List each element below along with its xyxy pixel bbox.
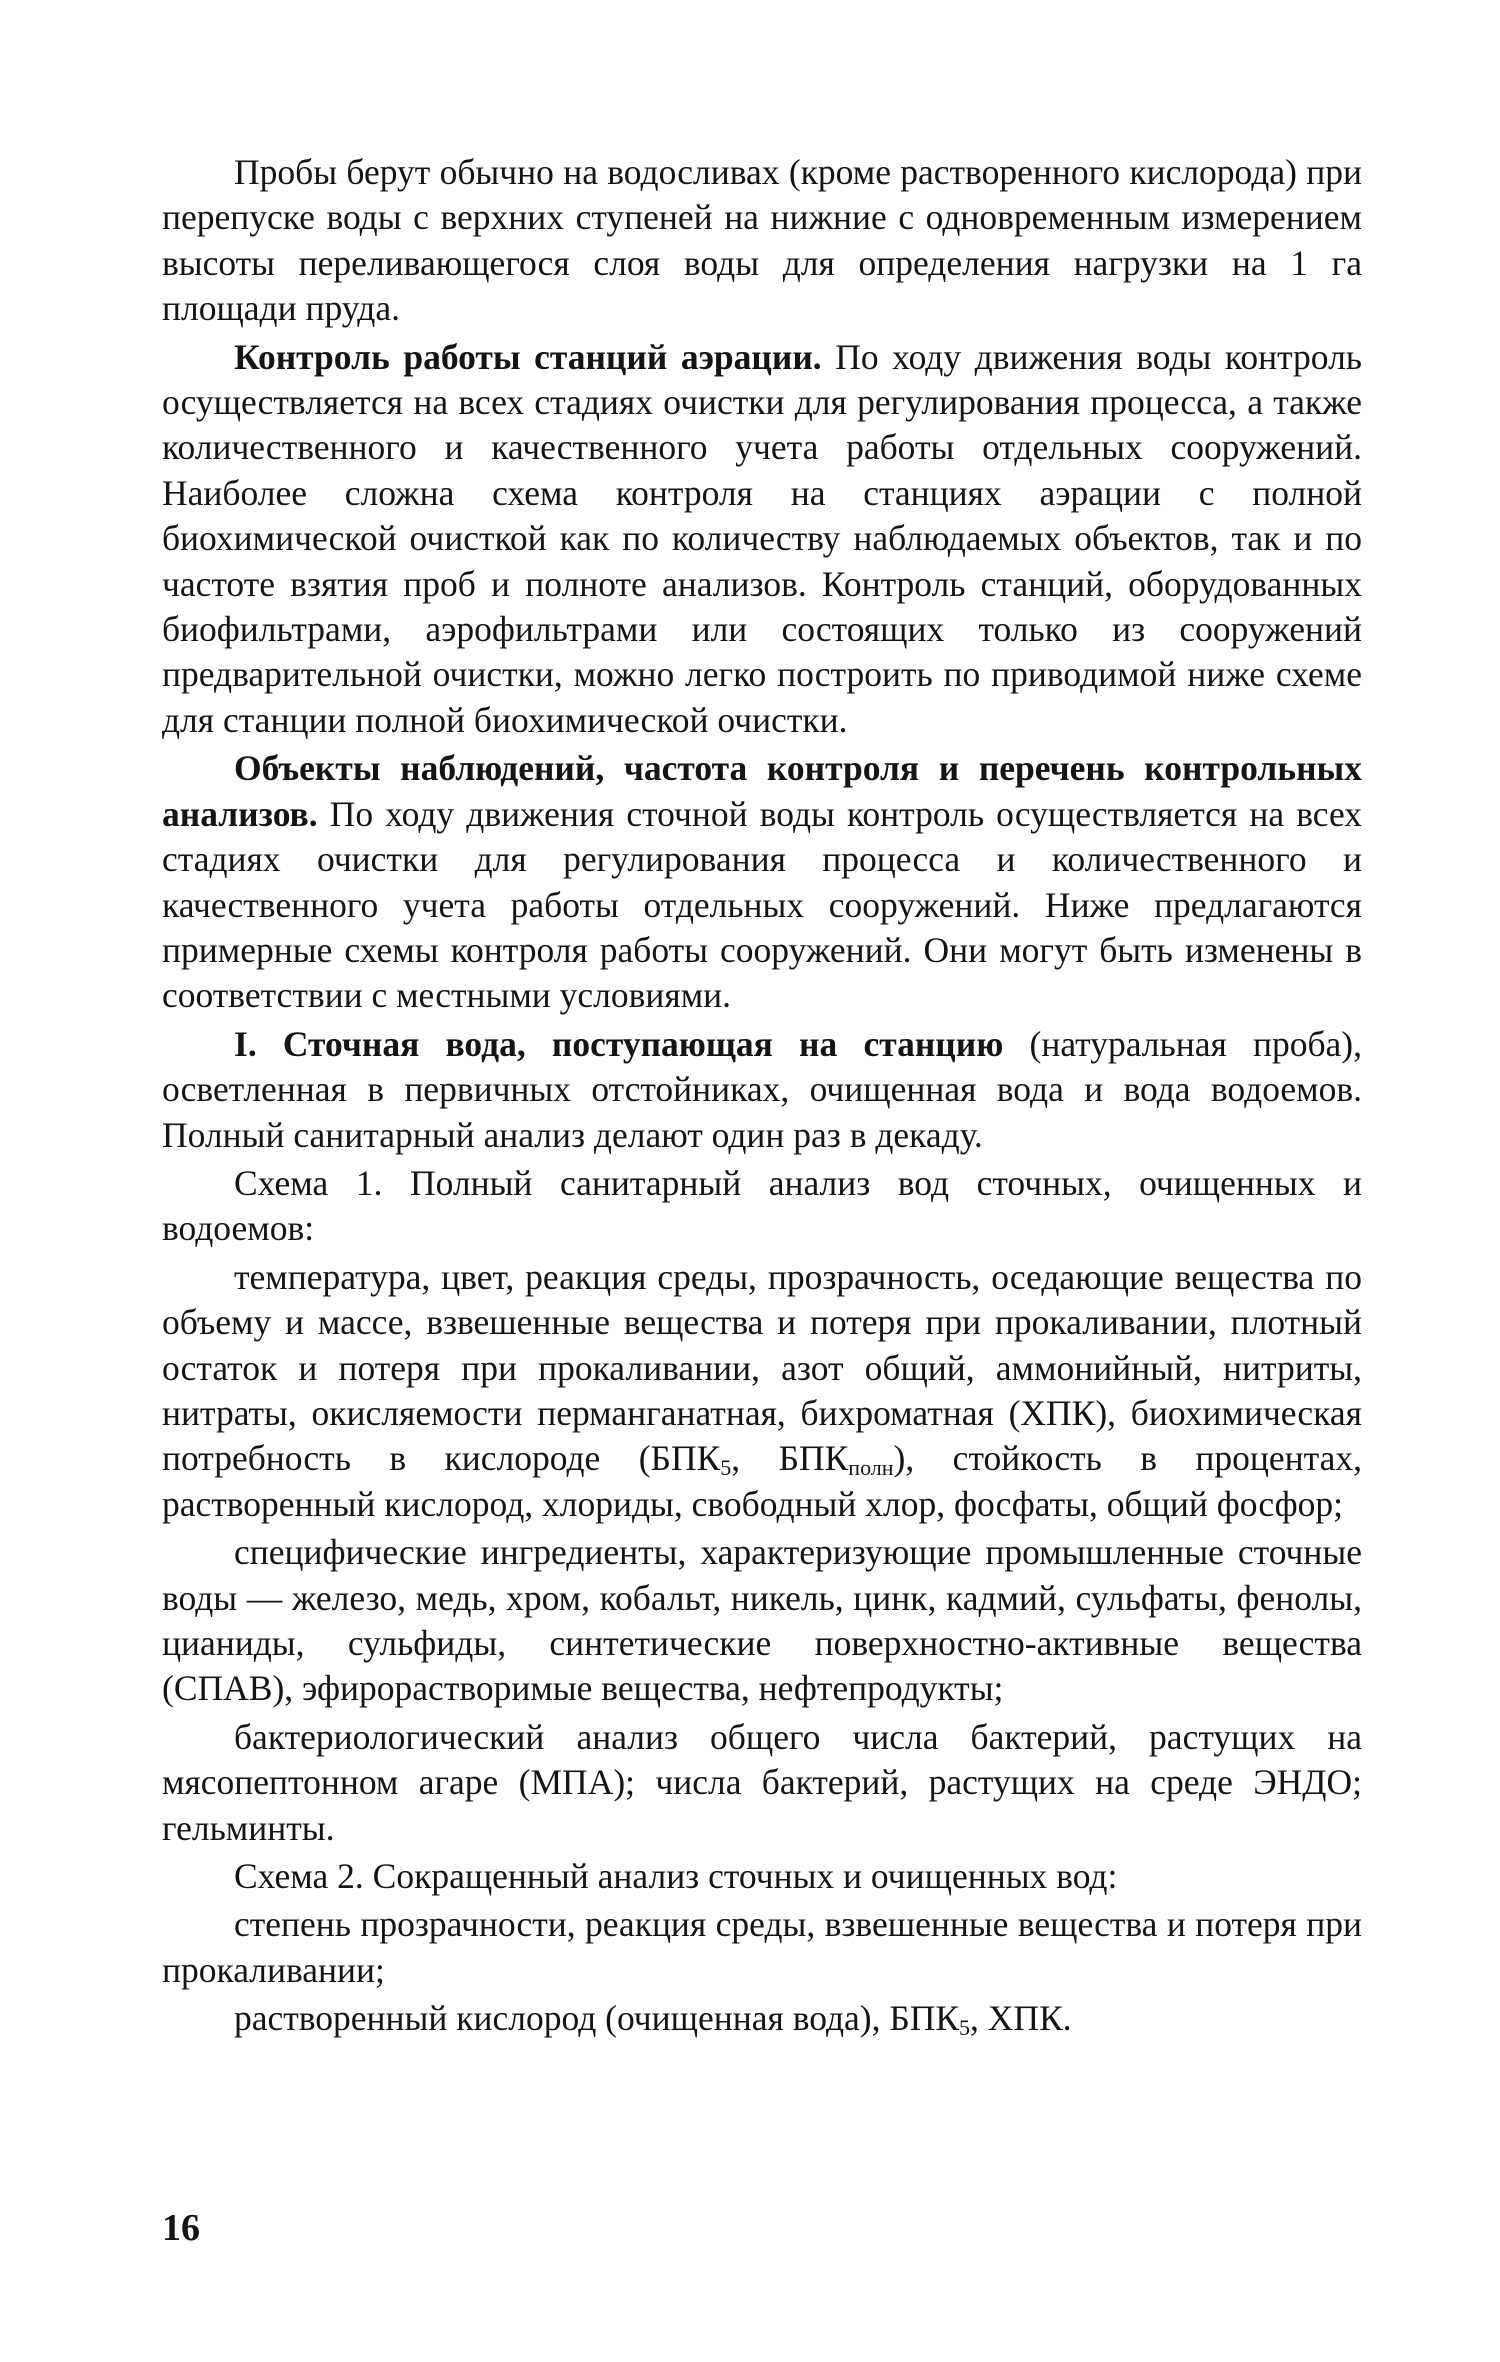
- paragraph-scheme-1-parameters: [162, 1255, 1362, 1527]
- paragraph-scheme-2-title: [162, 1854, 1362, 1899]
- paragraph-text: Пробы берут обычно на водосливах (кроме растворенного кислорода) при перепуске воды с верхних ступеней на нижние с одновременным измерением высоты переливающегося слоя воды для определения нагрузки на 1 га площади пруда.: [162, 152, 1362, 329]
- subscript: полн: [848, 1455, 894, 1481]
- paragraph-scheme-2-parameters: [162, 1902, 1362, 1993]
- paragraph-text: По ходу движения воды контроль осуществляется на всех стадиях очистки для регулирования процесса, а также количественного и качественного учета работы отдельных сооружений. Наиболее сложна схема контроля на станциях аэрации с полной биохимической очисткой как по количеству наблюдаемых объектов, так и по частоте взятия проб и полноте анализов. Контроль станций, оборудованных биофильтрами, аэрофильтрами или состоящих только из сооружений предварительной очистки, можно легко построить по приводимой ниже схеме для станции полной биохимической очистки.: [162, 336, 1362, 740]
- text-segment: , БПК: [731, 1438, 849, 1479]
- paragraph-incoming-wastewater: [162, 1022, 1362, 1158]
- paragraph-text: По ходу движения сточной воды контроль осуществляется на всех стадиях очистки для регулирования процесса и количественного и качественного учета работы отдельных сооружений. Ниже предлагаются примерные схемы контроля работы сооружений. Они могут быть изменены в соответствии с местными условиями.: [162, 793, 1362, 1016]
- paragraph-text: специфические ингредиенты, характеризующие промышленные сточные воды — железо, медь, хром, кобальт, никель, цинк, кадмий, сульфаты, фенолы, цианиды, сульфиды, синтетические поверхностно-активные вещества (СПАВ), эфирорастворимые вещества, нефтепродукты;: [162, 1532, 1362, 1709]
- paragraph-bacteriological-analysis: [162, 1715, 1362, 1851]
- section-heading: I. Сточная вода, поступающая на станцию: [234, 1023, 1004, 1064]
- section-heading: Объекты наблюдений, частота контроля и перечень контрольных анализов.: [162, 748, 1362, 834]
- paragraph-scheme-1-title: [162, 1161, 1362, 1252]
- paragraph-specific-ingredients: [162, 1530, 1362, 1712]
- text-segment: , ХПК.: [970, 1998, 1072, 2039]
- paragraph-text: Схема 2. Сокращенный анализ сточных и очищенных вод:: [234, 1856, 1118, 1897]
- paragraph-scheme-2-oxygen: [162, 1996, 1362, 2041]
- text-segment: ), стойкость в процентах, растворенный кислород, хлориды, свободный хлор, фосфаты, общий фосфор;: [162, 1438, 1363, 1524]
- paragraph-text: степень прозрачности, реакция среды, взвешенные вещества и потеря при прокаливании;: [162, 1904, 1362, 1990]
- page-text-body: [162, 150, 1362, 2045]
- page-number: 16: [162, 2207, 200, 2249]
- paragraph-text: (натуральная проба), осветленная в первичных отстойниках, очищенная вода и вода водоемов. Полный санитарный анализ делают один раз в декаду.: [162, 1023, 1362, 1155]
- section-heading: Контроль работы станций аэрации.: [234, 336, 822, 377]
- subscript: 5: [720, 1455, 732, 1481]
- paragraph-text: Схема 1. Полный санитарный анализ вод сточных, очищенных и водоемов:: [162, 1162, 1362, 1249]
- paragraph-observation-objects: [162, 746, 1362, 1018]
- text-segment: температура, цвет, реакция среды, прозрачность, оседающие вещества по объему и массе, взвешенные вещества и потеря при прокаливании, плотный остаток и потеря при прокаливании, азот общий, аммонийный, нитриты, нитраты, окисляемости перманганатная, бихроматная (ХПК), биохимическая потребность в кислороде (БПК: [162, 1256, 1362, 1479]
- subscript: 5: [959, 2015, 971, 2041]
- text-segment: растворенный кислород (очищенная вода), БПК: [234, 1998, 960, 2039]
- paragraph-text: бактериологический анализ общего числа бактерий, растущих на мясопептонном агаре (МПА); числа бактерий, растущих на среде ЭНДО; гельминты.: [162, 1716, 1362, 1848]
- paragraph-aeration-control: [162, 335, 1362, 744]
- paragraph-water-sampling: [162, 150, 1362, 332]
